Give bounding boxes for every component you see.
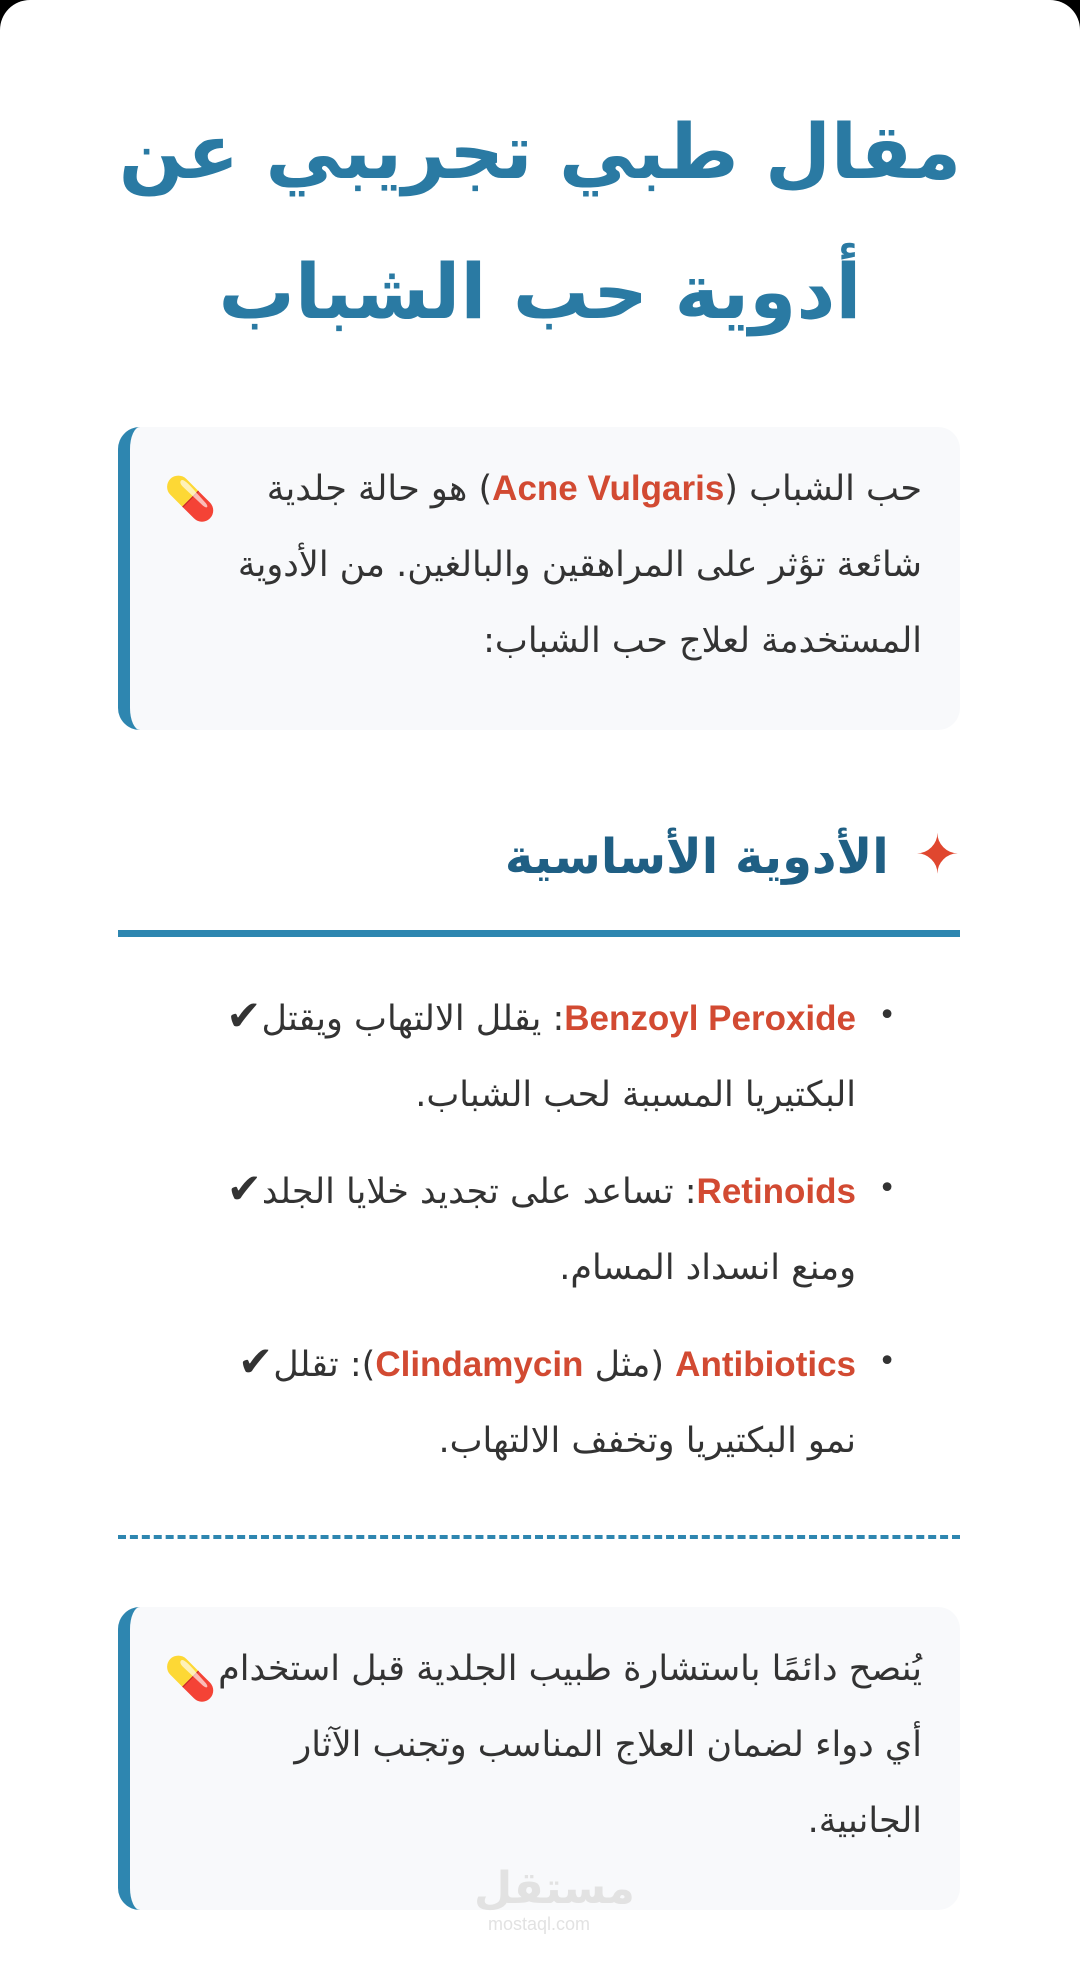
sparkle-icon: ✦ bbox=[914, 823, 960, 886]
article-title-line-1: مقال طبي تجريبي عن bbox=[118, 107, 962, 196]
bullet: • bbox=[878, 1344, 896, 1379]
section-heading-text: الأدوية الأساسية bbox=[504, 829, 889, 885]
medication-desc-cont: ومنع انسداد المسام. bbox=[559, 1248, 856, 1288]
medication-desc-cont: البكتيريا المسببة لحب الشباب. bbox=[415, 1075, 856, 1115]
medication-desc-cont: نمو البكتيريا وتخفف الالتهاب. bbox=[438, 1421, 856, 1461]
medication-desc: ): تقلل bbox=[273, 1345, 376, 1385]
pill-icon: 💊 bbox=[164, 474, 217, 523]
medication-item bbox=[200, 1151, 896, 1306]
medication-paren: (مثل bbox=[583, 1345, 676, 1385]
dashed-divider bbox=[118, 1535, 960, 1539]
medication-item bbox=[200, 1324, 896, 1479]
watermark-arabic: مستقل bbox=[474, 1863, 635, 1914]
medication-item bbox=[200, 978, 896, 1133]
medication-name: Antibiotics bbox=[675, 1345, 856, 1384]
intro-text-start: حب الشباب ( bbox=[724, 469, 922, 509]
bullet: • bbox=[878, 1171, 896, 1206]
medication-desc: : تساعد على تجديد خلايا الجلد bbox=[261, 1172, 697, 1212]
advice-text: يُنصح دائمًا باستشارة طبيب الجلدية قبل استخدام أي دواء لضمان العلاج المناسب وتجنب الآثار الجانبية. bbox=[218, 1649, 922, 1841]
medication-list bbox=[200, 978, 896, 1497]
checkmark-icon: ✔ bbox=[238, 1337, 274, 1386]
watermark-latin: mostaql.com bbox=[487, 1914, 591, 1934]
acne-term: Acne Vulgaris bbox=[492, 469, 725, 508]
article-title-line-2: أدوية حب الشباب bbox=[218, 247, 862, 336]
mostaql-watermark bbox=[474, 1863, 635, 1934]
intro-box bbox=[118, 427, 960, 730]
medication-desc: : يقلل الالتهاب ويقتل bbox=[261, 999, 565, 1039]
checkmark-icon: ✔ bbox=[226, 991, 262, 1040]
pill-icon: 💊 bbox=[164, 1654, 217, 1703]
medication-name: Benzoyl Peroxide bbox=[564, 999, 856, 1038]
article-title bbox=[0, 82, 1080, 362]
section-heading bbox=[505, 810, 960, 902]
intro-text-end: ) هو حالة جلدية شائعة تؤثر على المراهقين والبالغين. من الأدوية المستخدمة لعلاج حب الشباب: bbox=[237, 469, 922, 661]
checkmark-icon: ✔ bbox=[226, 1164, 262, 1213]
medication-example: Clindamycin bbox=[375, 1345, 584, 1384]
bullet: • bbox=[878, 998, 896, 1033]
section-divider bbox=[118, 930, 960, 937]
medication-name: Retinoids bbox=[696, 1172, 856, 1211]
